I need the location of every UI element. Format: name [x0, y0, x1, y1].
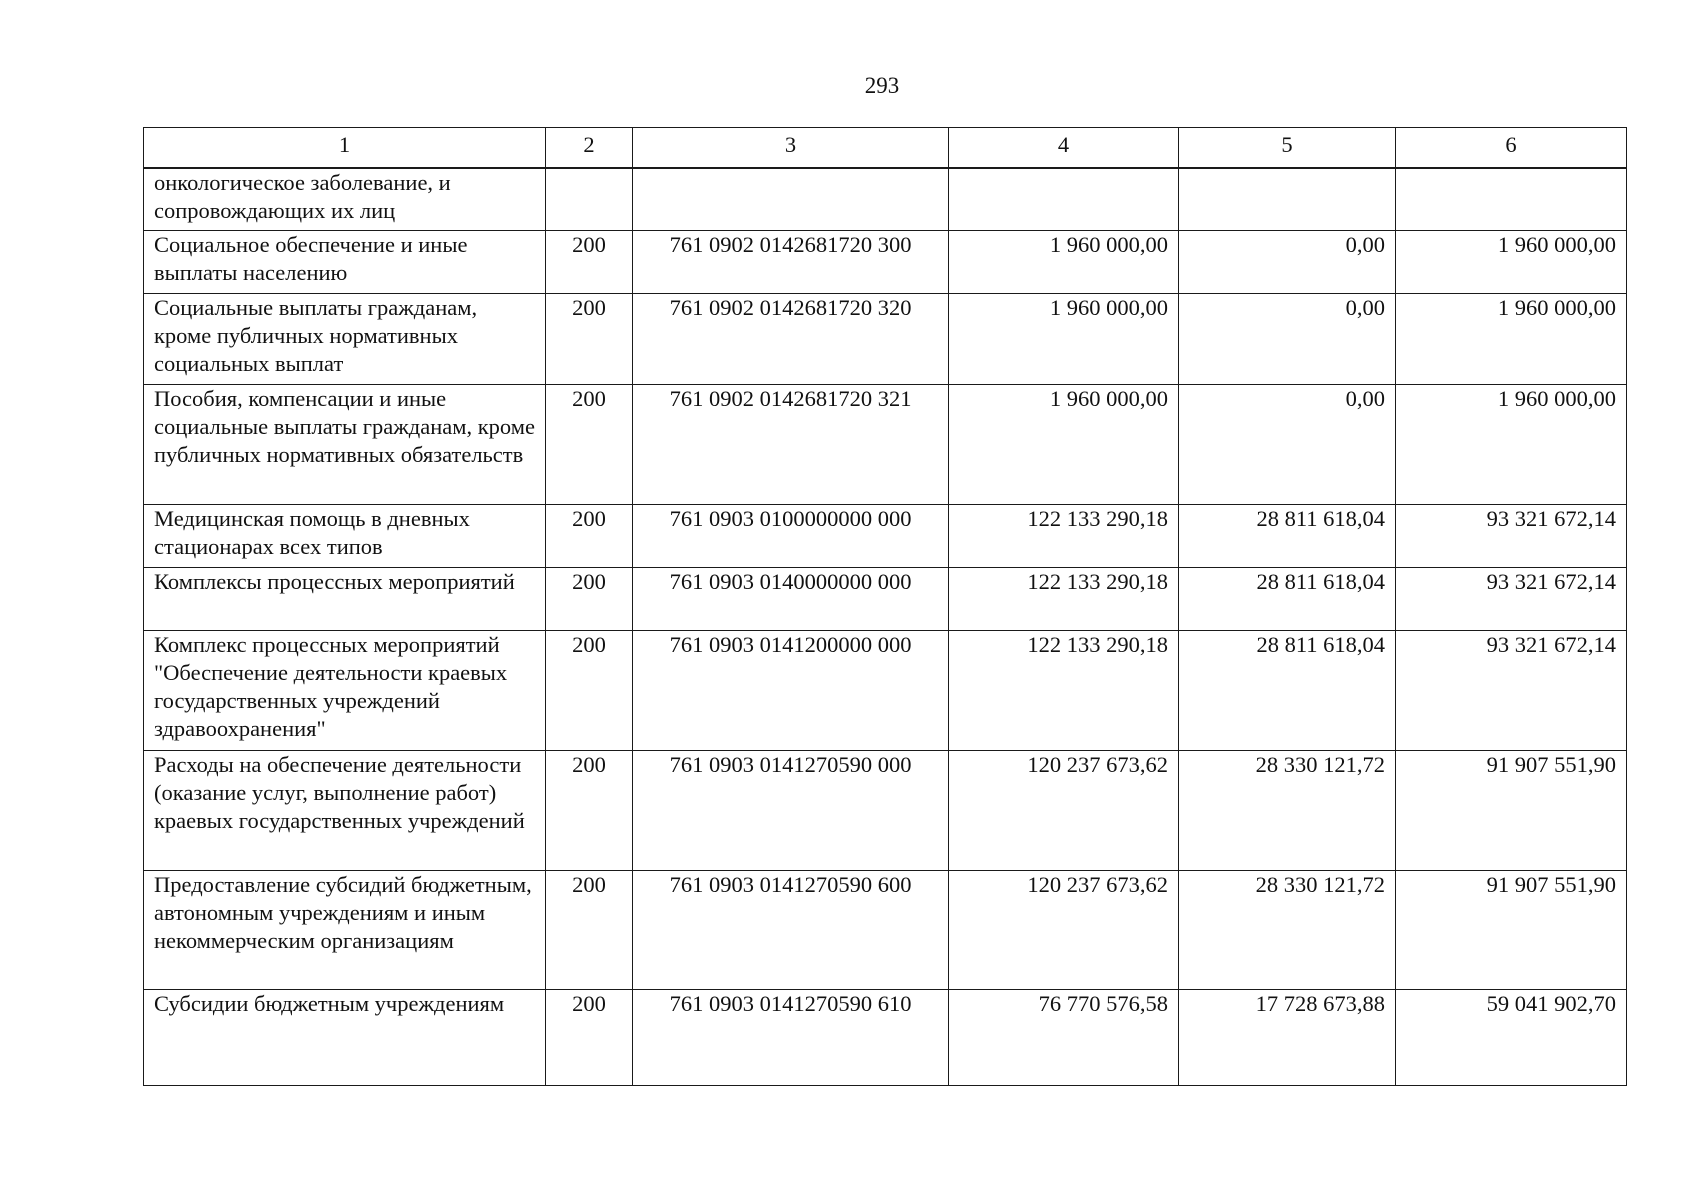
cell-name: Комплекс процессных мероприятий "Обеспечение деятельности краевых государственных учреждений здравоохранения"	[144, 630, 546, 750]
cell-amount-4: 120 237 673,62	[949, 870, 1179, 989]
cell-amount-5: 0,00	[1179, 230, 1396, 293]
cell-code: 200	[546, 630, 633, 750]
cell-name: Пособия, компенсации и иные социальные выплаты гражданам, кроме публичных нормативных обязательств	[144, 384, 546, 504]
table-row	[144, 989, 1627, 1085]
cell-amount-5: 17 728 673,88	[1179, 989, 1396, 1085]
table-row	[144, 504, 1627, 567]
cell-amount-6: 1 960 000,00	[1396, 293, 1627, 384]
cell-amount-4: 1 960 000,00	[949, 230, 1179, 293]
cell-code: 200	[546, 567, 633, 630]
table-row	[144, 870, 1627, 989]
cell-amount-5: 28 811 618,04	[1179, 504, 1396, 567]
cell-name: Комплексы процессных мероприятий	[144, 567, 546, 630]
cell-name: Предоставление субсидий бюджетным, автономным учреждениям и иным некоммерческим организациям	[144, 870, 546, 989]
cell-amount-5: 28 811 618,04	[1179, 567, 1396, 630]
cell-code: 200	[546, 293, 633, 384]
cell-amount-4: 120 237 673,62	[949, 750, 1179, 870]
cell-amount-4: 122 133 290,18	[949, 504, 1179, 567]
cell-amount-6: 93 321 672,14	[1396, 504, 1627, 567]
cell-kbk: 761 0903 0140000000 000	[633, 567, 949, 630]
cell-kbk: 761 0903 0100000000 000	[633, 504, 949, 567]
cell-kbk: 761 0903 0141270590 610	[633, 989, 949, 1085]
cell-kbk: 761 0903 0141270590 000	[633, 750, 949, 870]
table-body	[144, 168, 1627, 1085]
column-header-3: 3	[633, 128, 949, 169]
table-header	[144, 128, 1627, 169]
cell-amount-5: 0,00	[1179, 384, 1396, 504]
table-row	[144, 750, 1627, 870]
column-header-5: 5	[1179, 128, 1396, 169]
table-row	[144, 567, 1627, 630]
cell-code: 200	[546, 384, 633, 504]
cell-amount-6: 1 960 000,00	[1396, 384, 1627, 504]
cell-amount-5: 28 330 121,72	[1179, 870, 1396, 989]
cell-amount-4	[949, 168, 1179, 230]
column-header-2: 2	[546, 128, 633, 169]
cell-amount-4: 1 960 000,00	[949, 293, 1179, 384]
cell-amount-4: 122 133 290,18	[949, 567, 1179, 630]
cell-amount-6: 59 041 902,70	[1396, 989, 1627, 1085]
cell-name: Субсидии бюджетным учреждениям	[144, 989, 546, 1085]
cell-amount-6: 93 321 672,14	[1396, 567, 1627, 630]
column-header-6: 6	[1396, 128, 1627, 169]
budget-table	[143, 127, 1627, 1086]
cell-amount-5: 28 330 121,72	[1179, 750, 1396, 870]
cell-kbk: 761 0902 0142681720 300	[633, 230, 949, 293]
cell-name: Медицинская помощь в дневных стационарах всех типов	[144, 504, 546, 567]
cell-amount-6: 93 321 672,14	[1396, 630, 1627, 750]
cell-name: онкологическое заболевание, и сопровождающих их лиц	[144, 168, 546, 230]
cell-amount-4: 122 133 290,18	[949, 630, 1179, 750]
cell-amount-6: 1 960 000,00	[1396, 230, 1627, 293]
column-header-4: 4	[949, 128, 1179, 169]
cell-kbk	[633, 168, 949, 230]
cell-amount-6: 91 907 551,90	[1396, 870, 1627, 989]
cell-kbk: 761 0902 0142681720 321	[633, 384, 949, 504]
cell-amount-5: 0,00	[1179, 293, 1396, 384]
table-row	[144, 230, 1627, 293]
cell-amount-4: 1 960 000,00	[949, 384, 1179, 504]
column-header-1: 1	[144, 128, 546, 169]
cell-name: Социальное обеспечение и иные выплаты населению	[144, 230, 546, 293]
cell-amount-4: 76 770 576,58	[949, 989, 1179, 1085]
table-row	[144, 630, 1627, 750]
cell-amount-5: 28 811 618,04	[1179, 630, 1396, 750]
cell-code: 200	[546, 230, 633, 293]
cell-kbk: 761 0902 0142681720 320	[633, 293, 949, 384]
cell-code: 200	[546, 750, 633, 870]
cell-amount-6: 91 907 551,90	[1396, 750, 1627, 870]
cell-kbk: 761 0903 0141200000 000	[633, 630, 949, 750]
cell-amount-5	[1179, 168, 1396, 230]
cell-amount-6	[1396, 168, 1627, 230]
cell-name: Расходы на обеспечение деятельности (оказание услуг, выполнение работ) краевых государственных учреждений	[144, 750, 546, 870]
table-row	[144, 384, 1627, 504]
page-number: 293	[864, 73, 900, 98]
cell-kbk: 761 0903 0141270590 600	[633, 870, 949, 989]
cell-code: 200	[546, 504, 633, 567]
cell-name: Социальные выплаты гражданам, кроме публичных нормативных социальных выплат	[144, 293, 546, 384]
cell-code: 200	[546, 870, 633, 989]
header-row	[144, 128, 1627, 169]
cell-code	[546, 168, 633, 230]
table-row	[144, 168, 1627, 230]
table-row	[144, 293, 1627, 384]
cell-code: 200	[546, 989, 633, 1085]
